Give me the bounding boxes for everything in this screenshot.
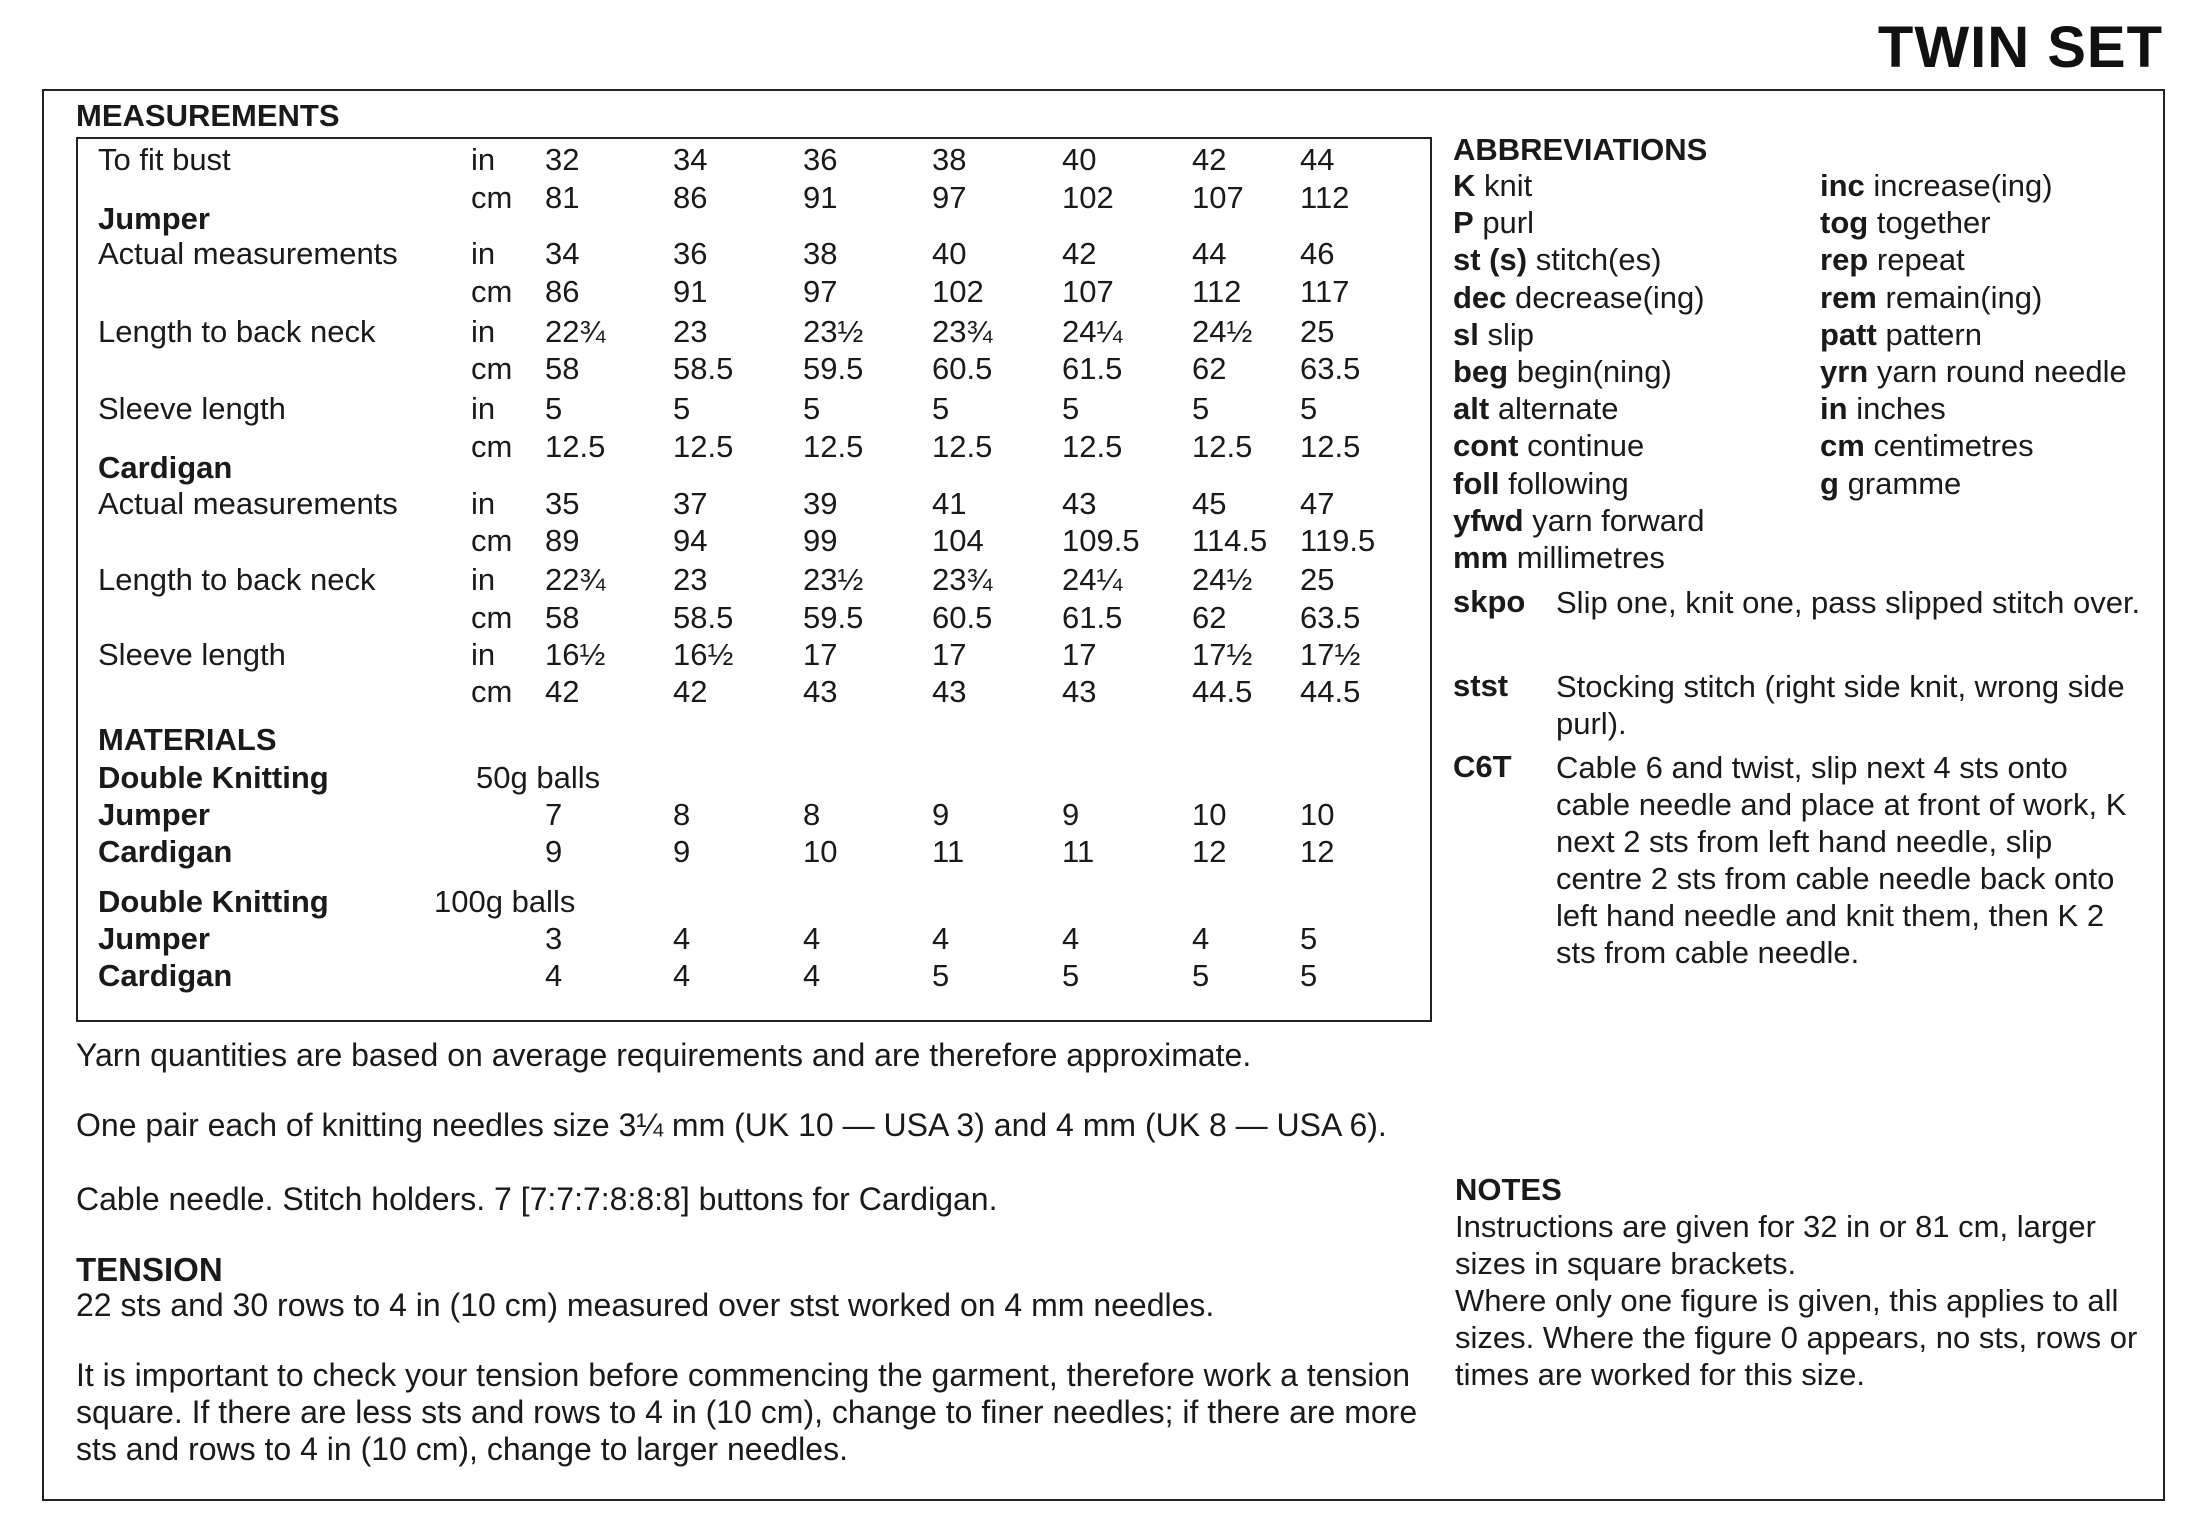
table-value: 44.5 bbox=[1300, 674, 1361, 709]
unit-label: in bbox=[471, 486, 496, 521]
table-value: 47 bbox=[1300, 486, 1335, 521]
abbreviation-definition: millimetres bbox=[1516, 540, 1665, 575]
table-value: 61.5 bbox=[1062, 351, 1123, 386]
unit-label: in bbox=[471, 391, 496, 426]
table-value: 5 bbox=[1192, 391, 1210, 426]
abbreviation-entry bbox=[1453, 391, 1618, 427]
table-value: 58 bbox=[545, 600, 580, 635]
materials-row-label: Jumper bbox=[98, 921, 210, 956]
table-value: 60.5 bbox=[932, 351, 993, 386]
table-value: 12.5 bbox=[1062, 429, 1123, 464]
abbreviation-definition: increase(ing) bbox=[1873, 168, 2053, 203]
table-value: 16½ bbox=[673, 637, 734, 672]
abbreviation-term: beg bbox=[1453, 354, 1509, 389]
table-value: 58.5 bbox=[673, 351, 734, 386]
section-heading: Jumper bbox=[98, 201, 210, 236]
abbreviation-term: cm bbox=[1820, 428, 1865, 464]
table-value: 10 bbox=[1300, 797, 1335, 832]
unit-label: cm bbox=[471, 674, 513, 709]
abbreviation-term: in bbox=[1820, 391, 1848, 427]
table-value: 62 bbox=[1192, 351, 1227, 386]
table-value: 102 bbox=[932, 274, 984, 309]
table-value: 4 bbox=[673, 958, 691, 993]
table-value: 36 bbox=[803, 142, 838, 177]
table-value: 5 bbox=[1062, 391, 1080, 426]
table-value: 16½ bbox=[545, 637, 606, 672]
table-value: 34 bbox=[545, 236, 580, 271]
table-value: 59.5 bbox=[803, 600, 864, 635]
abbreviation-term: stst bbox=[1453, 668, 1509, 703]
table-value: 12.5 bbox=[932, 429, 993, 464]
table-value: 10 bbox=[803, 834, 838, 869]
table-value: 5 bbox=[1192, 958, 1210, 993]
abbreviations-heading: ABBREVIATIONS bbox=[1453, 132, 1708, 167]
table-value: 107 bbox=[1062, 274, 1114, 309]
notes-heading: NOTES bbox=[1455, 1172, 1562, 1207]
table-value: 4 bbox=[803, 958, 821, 993]
materials-unit: 100g balls bbox=[434, 884, 576, 919]
table-value: 91 bbox=[673, 274, 708, 309]
table-value: 107 bbox=[1192, 180, 1244, 215]
table-value: 112 bbox=[1300, 180, 1350, 215]
abbreviation-definition: Slip one, knit one, pass slipped stitch over. bbox=[1556, 585, 2141, 620]
table-value: 4 bbox=[1192, 921, 1210, 956]
materials-row-label: Cardigan bbox=[98, 958, 233, 993]
table-value: 58 bbox=[545, 351, 580, 386]
abbreviation-entry bbox=[1820, 391, 1946, 427]
table-value: 40 bbox=[1062, 142, 1097, 177]
table-value: 7 bbox=[545, 797, 563, 832]
table-value: 17½ bbox=[1300, 637, 1361, 672]
table-value: 9 bbox=[673, 834, 691, 869]
abbreviation-entry bbox=[1453, 317, 1534, 353]
table-value: 23¾ bbox=[932, 562, 993, 597]
abbreviation-entry bbox=[1453, 168, 1532, 204]
table-value: 43 bbox=[932, 674, 967, 709]
abbreviation-definition: knit bbox=[1484, 168, 1533, 203]
materials-row-label: Jumper bbox=[98, 797, 210, 832]
unit-label: cm bbox=[471, 274, 513, 309]
table-value: 12 bbox=[1192, 834, 1227, 869]
section-heading: Cardigan bbox=[98, 450, 233, 485]
abbreviation-term: skpo bbox=[1453, 584, 1526, 619]
row-label: Actual measurements bbox=[98, 236, 398, 271]
abbreviation-entry bbox=[1453, 242, 1661, 278]
page-title: TWIN SET bbox=[1877, 15, 2163, 80]
table-value: 11 bbox=[932, 834, 965, 869]
table-value: 112 bbox=[1192, 274, 1242, 309]
table-value: 4 bbox=[673, 921, 691, 956]
table-value: 8 bbox=[803, 797, 821, 832]
table-value: 45 bbox=[1192, 486, 1227, 521]
abbreviation-definition: stitch(es) bbox=[1535, 242, 1662, 278]
row-label: Length to back neck bbox=[98, 314, 376, 349]
table-value: 99 bbox=[803, 523, 838, 558]
table-value: 4 bbox=[932, 921, 950, 956]
unit-label: in bbox=[471, 562, 496, 597]
abbreviation-term: mm bbox=[1453, 540, 1509, 575]
table-value: 41 bbox=[932, 486, 967, 521]
table-value: 39 bbox=[803, 486, 838, 521]
abbreviation-definition: gramme bbox=[1847, 465, 1962, 501]
abbreviation-entry bbox=[1820, 317, 1982, 353]
abbreviation-entry bbox=[1453, 354, 1672, 390]
abbreviation-term: alt bbox=[1453, 391, 1490, 427]
unit-label: cm bbox=[471, 429, 513, 464]
table-value: 12.5 bbox=[545, 429, 606, 464]
abbreviation-term: C6T bbox=[1453, 749, 1512, 784]
abbreviation-term: tog bbox=[1820, 205, 1869, 241]
table-value: 24¼ bbox=[1062, 314, 1123, 349]
table-value: 23 bbox=[673, 562, 708, 597]
table-value: 97 bbox=[803, 274, 838, 309]
unit-label: cm bbox=[471, 600, 513, 635]
table-value: 23¾ bbox=[932, 314, 993, 349]
abbreviation-term: rem bbox=[1820, 279, 1877, 315]
materials-group-label: Double Knitting bbox=[98, 760, 329, 795]
abbreviation-definition: alternate bbox=[1497, 391, 1619, 427]
unit-label: cm bbox=[471, 180, 513, 215]
table-value: 62 bbox=[1192, 600, 1227, 635]
table-value: 119.5 bbox=[1300, 523, 1376, 558]
abbreviation-definition: Cable 6 and twist, slip next 4 sts onto cable needle and place at front of work, K next 2 sts from left hand needle, slip centre 2 sts from cable needle back onto left hand needle and knit them, then K 2 sts from cable needle. bbox=[1556, 750, 2127, 970]
table-value: 81 bbox=[545, 180, 580, 215]
table-value: 42 bbox=[1062, 236, 1097, 271]
table-value: 63.5 bbox=[1300, 351, 1361, 386]
abbreviation-entry bbox=[1453, 503, 1705, 539]
yarn-note: Yarn quantities are based on average requirements and are therefore approximate. bbox=[76, 1037, 1252, 1073]
table-value: 5 bbox=[932, 958, 950, 993]
abbreviation-entry bbox=[1820, 280, 2042, 316]
table-value: 60.5 bbox=[932, 600, 993, 635]
abbreviation-term: foll bbox=[1453, 465, 1500, 501]
abbreviation-definition: slip bbox=[1487, 316, 1534, 352]
table-value: 25 bbox=[1300, 562, 1335, 597]
abbreviation-entry bbox=[1820, 354, 2127, 390]
tension-line: 22 sts and 30 rows to 4 in (10 cm) measured over stst worked on 4 mm needles. bbox=[76, 1287, 1215, 1323]
table-value: 9 bbox=[545, 834, 563, 869]
table-value: 46 bbox=[1300, 236, 1335, 271]
materials-group-label: Double Knitting bbox=[98, 884, 329, 919]
table-value: 5 bbox=[1300, 921, 1318, 956]
table-value: 23½ bbox=[803, 562, 864, 597]
abbreviation-term: yrn bbox=[1820, 354, 1869, 389]
table-value: 9 bbox=[1062, 797, 1080, 832]
abbreviation-definition: Stocking stitch (right side knit, wrong side purl). bbox=[1556, 669, 2125, 741]
materials-row-label: Cardigan bbox=[98, 834, 233, 869]
abbreviation-term: dec bbox=[1453, 279, 1507, 315]
abbreviation-term: st (s) bbox=[1453, 242, 1528, 278]
table-value: 43 bbox=[803, 674, 838, 709]
table-value: 44.5 bbox=[1192, 674, 1253, 709]
table-value: 17½ bbox=[1192, 637, 1253, 672]
abbreviation-term: inc bbox=[1820, 168, 1865, 203]
abbreviation-definition: continue bbox=[1527, 428, 1645, 464]
abbreviation-entry bbox=[1453, 205, 1534, 241]
abbreviation-definition: begin(ning) bbox=[1516, 354, 1672, 389]
table-value: 12.5 bbox=[803, 429, 864, 464]
table-value: 59.5 bbox=[803, 351, 864, 386]
table-value: 17 bbox=[803, 637, 838, 672]
unit-label: in bbox=[471, 236, 496, 271]
table-value: 38 bbox=[803, 236, 838, 271]
table-value: 5 bbox=[803, 391, 821, 426]
table-value: 43 bbox=[1062, 674, 1097, 709]
table-value: 17 bbox=[932, 637, 967, 672]
table-value: 109.5 bbox=[1062, 523, 1140, 558]
unit-label: cm bbox=[471, 351, 513, 386]
table-value: 12.5 bbox=[673, 429, 734, 464]
row-label: Sleeve length bbox=[98, 391, 286, 426]
table-value: 12 bbox=[1300, 834, 1335, 869]
table-value: 117 bbox=[1300, 274, 1350, 309]
table-value: 34 bbox=[673, 142, 708, 177]
table-value: 22¾ bbox=[545, 562, 606, 597]
abbreviation-definition: centimetres bbox=[1873, 428, 2034, 464]
table-value: 44 bbox=[1192, 236, 1227, 271]
table-value: 91 bbox=[803, 180, 838, 215]
table-value: 104 bbox=[932, 523, 984, 558]
table-value: 89 bbox=[545, 523, 580, 558]
abbreviation-entry bbox=[1820, 205, 1991, 241]
table-value: 44 bbox=[1300, 142, 1335, 177]
needles-note: One pair each of knitting needles size 3¼ mm (UK 10 — USA 3) and 4 mm (UK 8 — USA 6). bbox=[76, 1107, 1387, 1143]
unit-label: in bbox=[471, 142, 496, 177]
table-value: 38 bbox=[932, 142, 967, 177]
table-value: 5 bbox=[1062, 958, 1080, 993]
abbreviation-term: yfwd bbox=[1453, 502, 1524, 538]
row-label: Sleeve length bbox=[98, 637, 286, 672]
cable-note: Cable needle. Stitch holders. 7 [7:7:7:8:8:8] buttons for Cardigan. bbox=[76, 1181, 998, 1217]
abbreviation-definition: remain(ing) bbox=[1885, 279, 2043, 315]
table-value: 11 bbox=[1062, 834, 1095, 869]
table-value: 40 bbox=[932, 236, 967, 271]
table-value: 17 bbox=[1062, 637, 1097, 672]
abbreviation-entry bbox=[1820, 466, 1961, 502]
abbreviation-term: cont bbox=[1453, 428, 1519, 464]
table-value: 42 bbox=[673, 674, 708, 709]
table-value: 22¾ bbox=[545, 314, 606, 349]
row-label: Actual measurements bbox=[98, 486, 398, 521]
abbreviation-definition: purl bbox=[1482, 205, 1535, 241]
abbreviation-definition: following bbox=[1508, 465, 1629, 501]
table-value: 3 bbox=[545, 921, 563, 956]
table-value: 25 bbox=[1300, 314, 1335, 349]
abbreviation-definition: together bbox=[1876, 205, 1991, 241]
notes-paragraph-2: Where only one figure is given, this applies to all sizes. Where the figure 0 appears, no sts, rows or times are worked for this size. bbox=[1455, 1283, 2138, 1392]
abbreviation-term: sl bbox=[1453, 316, 1479, 352]
table-value: 37 bbox=[673, 486, 708, 521]
table-value: 10 bbox=[1192, 797, 1227, 832]
table-value: 114.5 bbox=[1192, 523, 1268, 558]
notes-paragraph-1: Instructions are given for 32 in or 81 cm, larger sizes in square brackets. bbox=[1455, 1209, 2096, 1281]
measurements-heading: MEASUREMENTS bbox=[76, 98, 340, 133]
table-value: 42 bbox=[545, 674, 580, 709]
abbreviation-definition: decrease(ing) bbox=[1515, 279, 1705, 315]
table-value: 4 bbox=[803, 921, 821, 956]
table-value: 9 bbox=[932, 797, 950, 832]
abbreviation-definition: yarn round needle bbox=[1876, 354, 2127, 389]
table-value: 24½ bbox=[1192, 562, 1253, 597]
unit-label: in bbox=[471, 637, 496, 672]
table-value: 23 bbox=[673, 314, 708, 349]
table-value: 43 bbox=[1062, 486, 1097, 521]
abbreviation-entry bbox=[1453, 428, 1644, 464]
abbreviation-term: P bbox=[1453, 205, 1474, 241]
table-value: 12.5 bbox=[1192, 429, 1253, 464]
table-value: 97 bbox=[932, 180, 967, 215]
abbreviation-entry bbox=[1453, 280, 1705, 316]
table-value: 42 bbox=[1192, 142, 1227, 177]
abbreviation-entry bbox=[1453, 540, 1665, 576]
abbreviation-definition: yarn forward bbox=[1532, 502, 1705, 538]
table-value: 63.5 bbox=[1300, 600, 1361, 635]
table-value: 36 bbox=[673, 236, 708, 271]
abbreviation-term: patt bbox=[1820, 316, 1877, 352]
table-value: 58.5 bbox=[673, 600, 734, 635]
row-label: Length to back neck bbox=[98, 562, 376, 597]
abbreviation-term: rep bbox=[1820, 242, 1869, 278]
abbreviation-term: g bbox=[1820, 465, 1839, 501]
table-value: 32 bbox=[545, 142, 580, 177]
tension-paragraph: It is important to check your tension before commencing the garment, therefore work a tension square. If there are less sts and rows to 4 in (10 cm), change to finer needles; if there are more sts and rows to 4 in (10 cm), change to larger needles. bbox=[76, 1357, 1418, 1467]
table-value: 24½ bbox=[1192, 314, 1253, 349]
table-value: 35 bbox=[545, 486, 580, 521]
table-value: 5 bbox=[932, 391, 950, 426]
abbreviation-definition: pattern bbox=[1885, 316, 1982, 352]
abbreviation-definition: repeat bbox=[1876, 242, 1965, 278]
abbreviation-entry bbox=[1820, 428, 2034, 464]
abbreviation-entry bbox=[1820, 242, 1965, 278]
table-value: 4 bbox=[1062, 921, 1080, 956]
table-value: 5 bbox=[1300, 958, 1318, 993]
table-value: 12.5 bbox=[1300, 429, 1361, 464]
table-value: 102 bbox=[1062, 180, 1114, 215]
table-value: 5 bbox=[1300, 391, 1318, 426]
table-value: 8 bbox=[673, 797, 691, 832]
materials-heading: MATERIALS bbox=[98, 722, 277, 757]
row-label: To fit bust bbox=[98, 142, 231, 177]
table-value: 5 bbox=[673, 391, 691, 426]
abbreviation-entry bbox=[1453, 466, 1629, 502]
materials-unit: 50g balls bbox=[476, 760, 601, 795]
tension-heading: TENSION bbox=[76, 1251, 223, 1288]
table-value: 4 bbox=[545, 958, 563, 993]
table-value: 23½ bbox=[803, 314, 864, 349]
table-value: 94 bbox=[673, 523, 708, 558]
table-value: 24¼ bbox=[1062, 562, 1123, 597]
table-value: 61.5 bbox=[1062, 600, 1123, 635]
abbreviation-entry bbox=[1820, 168, 2053, 204]
table-value: 5 bbox=[545, 391, 563, 426]
abbreviation-definition: inches bbox=[1856, 391, 1946, 427]
table-value: 86 bbox=[673, 180, 708, 215]
table-value: 86 bbox=[545, 274, 580, 309]
unit-label: cm bbox=[471, 523, 513, 558]
unit-label: in bbox=[471, 314, 496, 349]
abbreviation-term: K bbox=[1453, 168, 1476, 203]
